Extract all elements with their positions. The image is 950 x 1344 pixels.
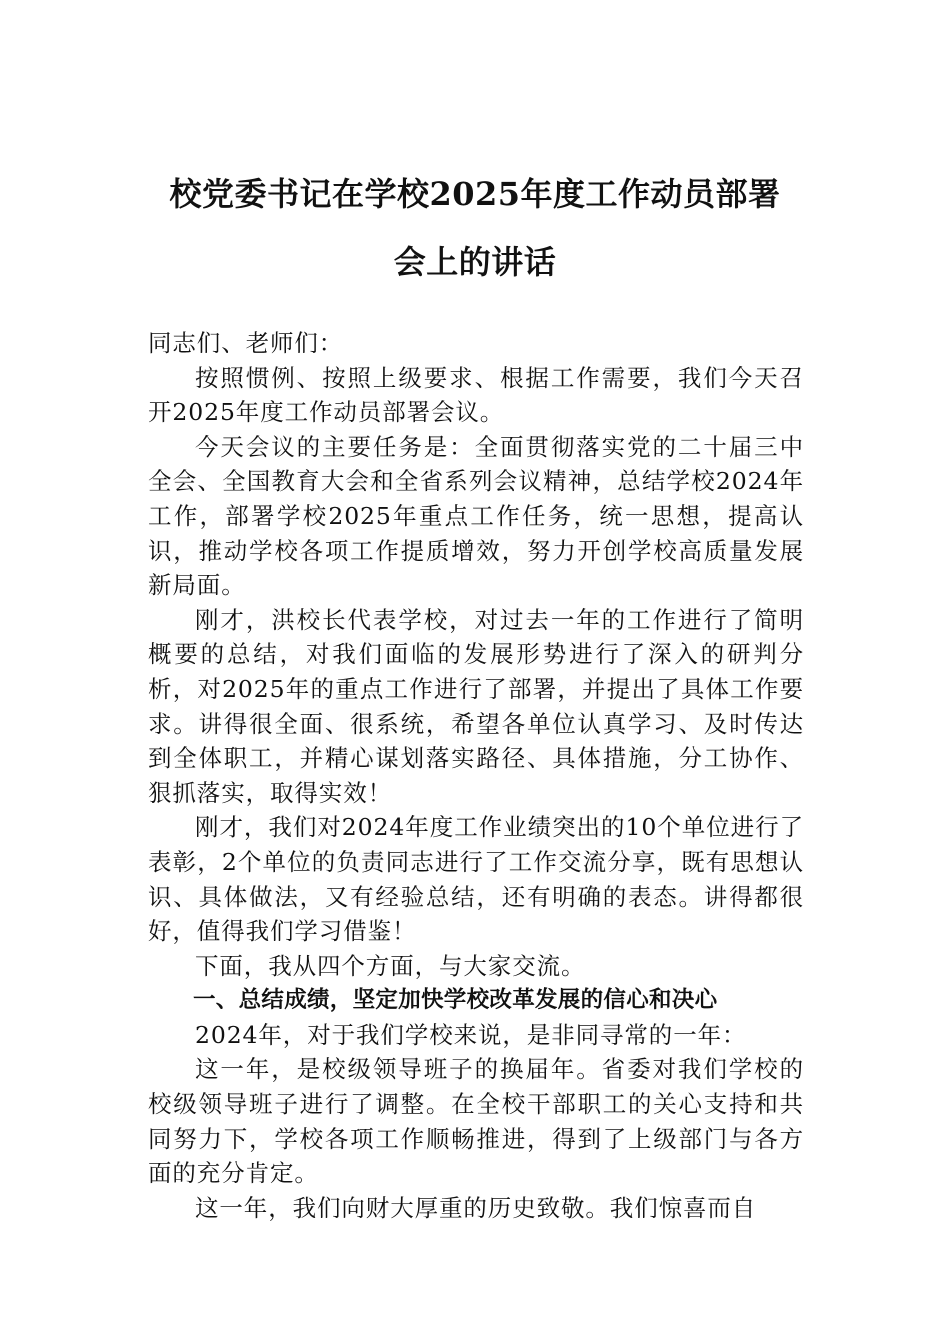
title-line-1: 校党委书记在学校2025年度工作动员部署 [169, 175, 781, 213]
title-line-2: 会上的讲话 [393, 243, 557, 281]
document-body [148, 326, 804, 1225]
document-title [140, 160, 810, 296]
paragraph-2: 今天会议的主要任务是：全面贯彻落实党的二十届三中全会、全国教育大会和全省系列会议精神，总结学校2024年工作，部署学校2025年重点工作任务，统一思想，提高认识，推动学校各项工作提质增效，努力开创学校高质量发展新局面。 [148, 432, 804, 600]
section-paragraph-1: 2024年，对于我们学校来说，是非同寻常的一年： [195, 1020, 747, 1049]
paragraph-1: 按照惯例、按照上级要求、根据工作需要，我们今天召开2025年度工作动员部署会议。 [148, 363, 804, 427]
salutation: 同志们、老师们： [148, 329, 344, 357]
paragraph-4: 刚才，我们对2024年度工作业绩突出的10个单位进行了表彰，2个单位的负责同志进行了工作交流分享，既有思想认识、具体做法，又有经验总结，还有明确的表态。讲得都很好，值得我们学习借鉴！ [148, 813, 804, 946]
paragraph-3: 刚才，洪校长代表学校，对过去一年的工作进行了简明概要的总结，对我们面临的发展形势进行了深入的研判分析，对2025年的重点工作进行了部署，并提出了具体工作要求。讲得很全面、很系统，希望各单位认真学习、及时传达到全体职工，并精心谋划落实路径、具体措施，分工协作、狠抓落实，取得实效！ [148, 605, 804, 807]
section-paragraph-2: 这一年，是校级领导班子的换届年。省委对我们学校的校级领导班子进行了调整。在全校干部职工的关心支持和共同努力下，学校各项工作顺畅推进，得到了上级部门与各方面的充分肯定。 [148, 1055, 804, 1188]
section-heading: 一、总结成绩，坚定加快学校改革发展的信心和决心 [193, 987, 718, 1014]
section-paragraph-3: 这一年，我们向财大厚重的历史致敬。我们惊喜而自 [195, 1193, 757, 1222]
paragraph-5: 下面，我从四个方面，与大家交流。 [195, 951, 586, 980]
